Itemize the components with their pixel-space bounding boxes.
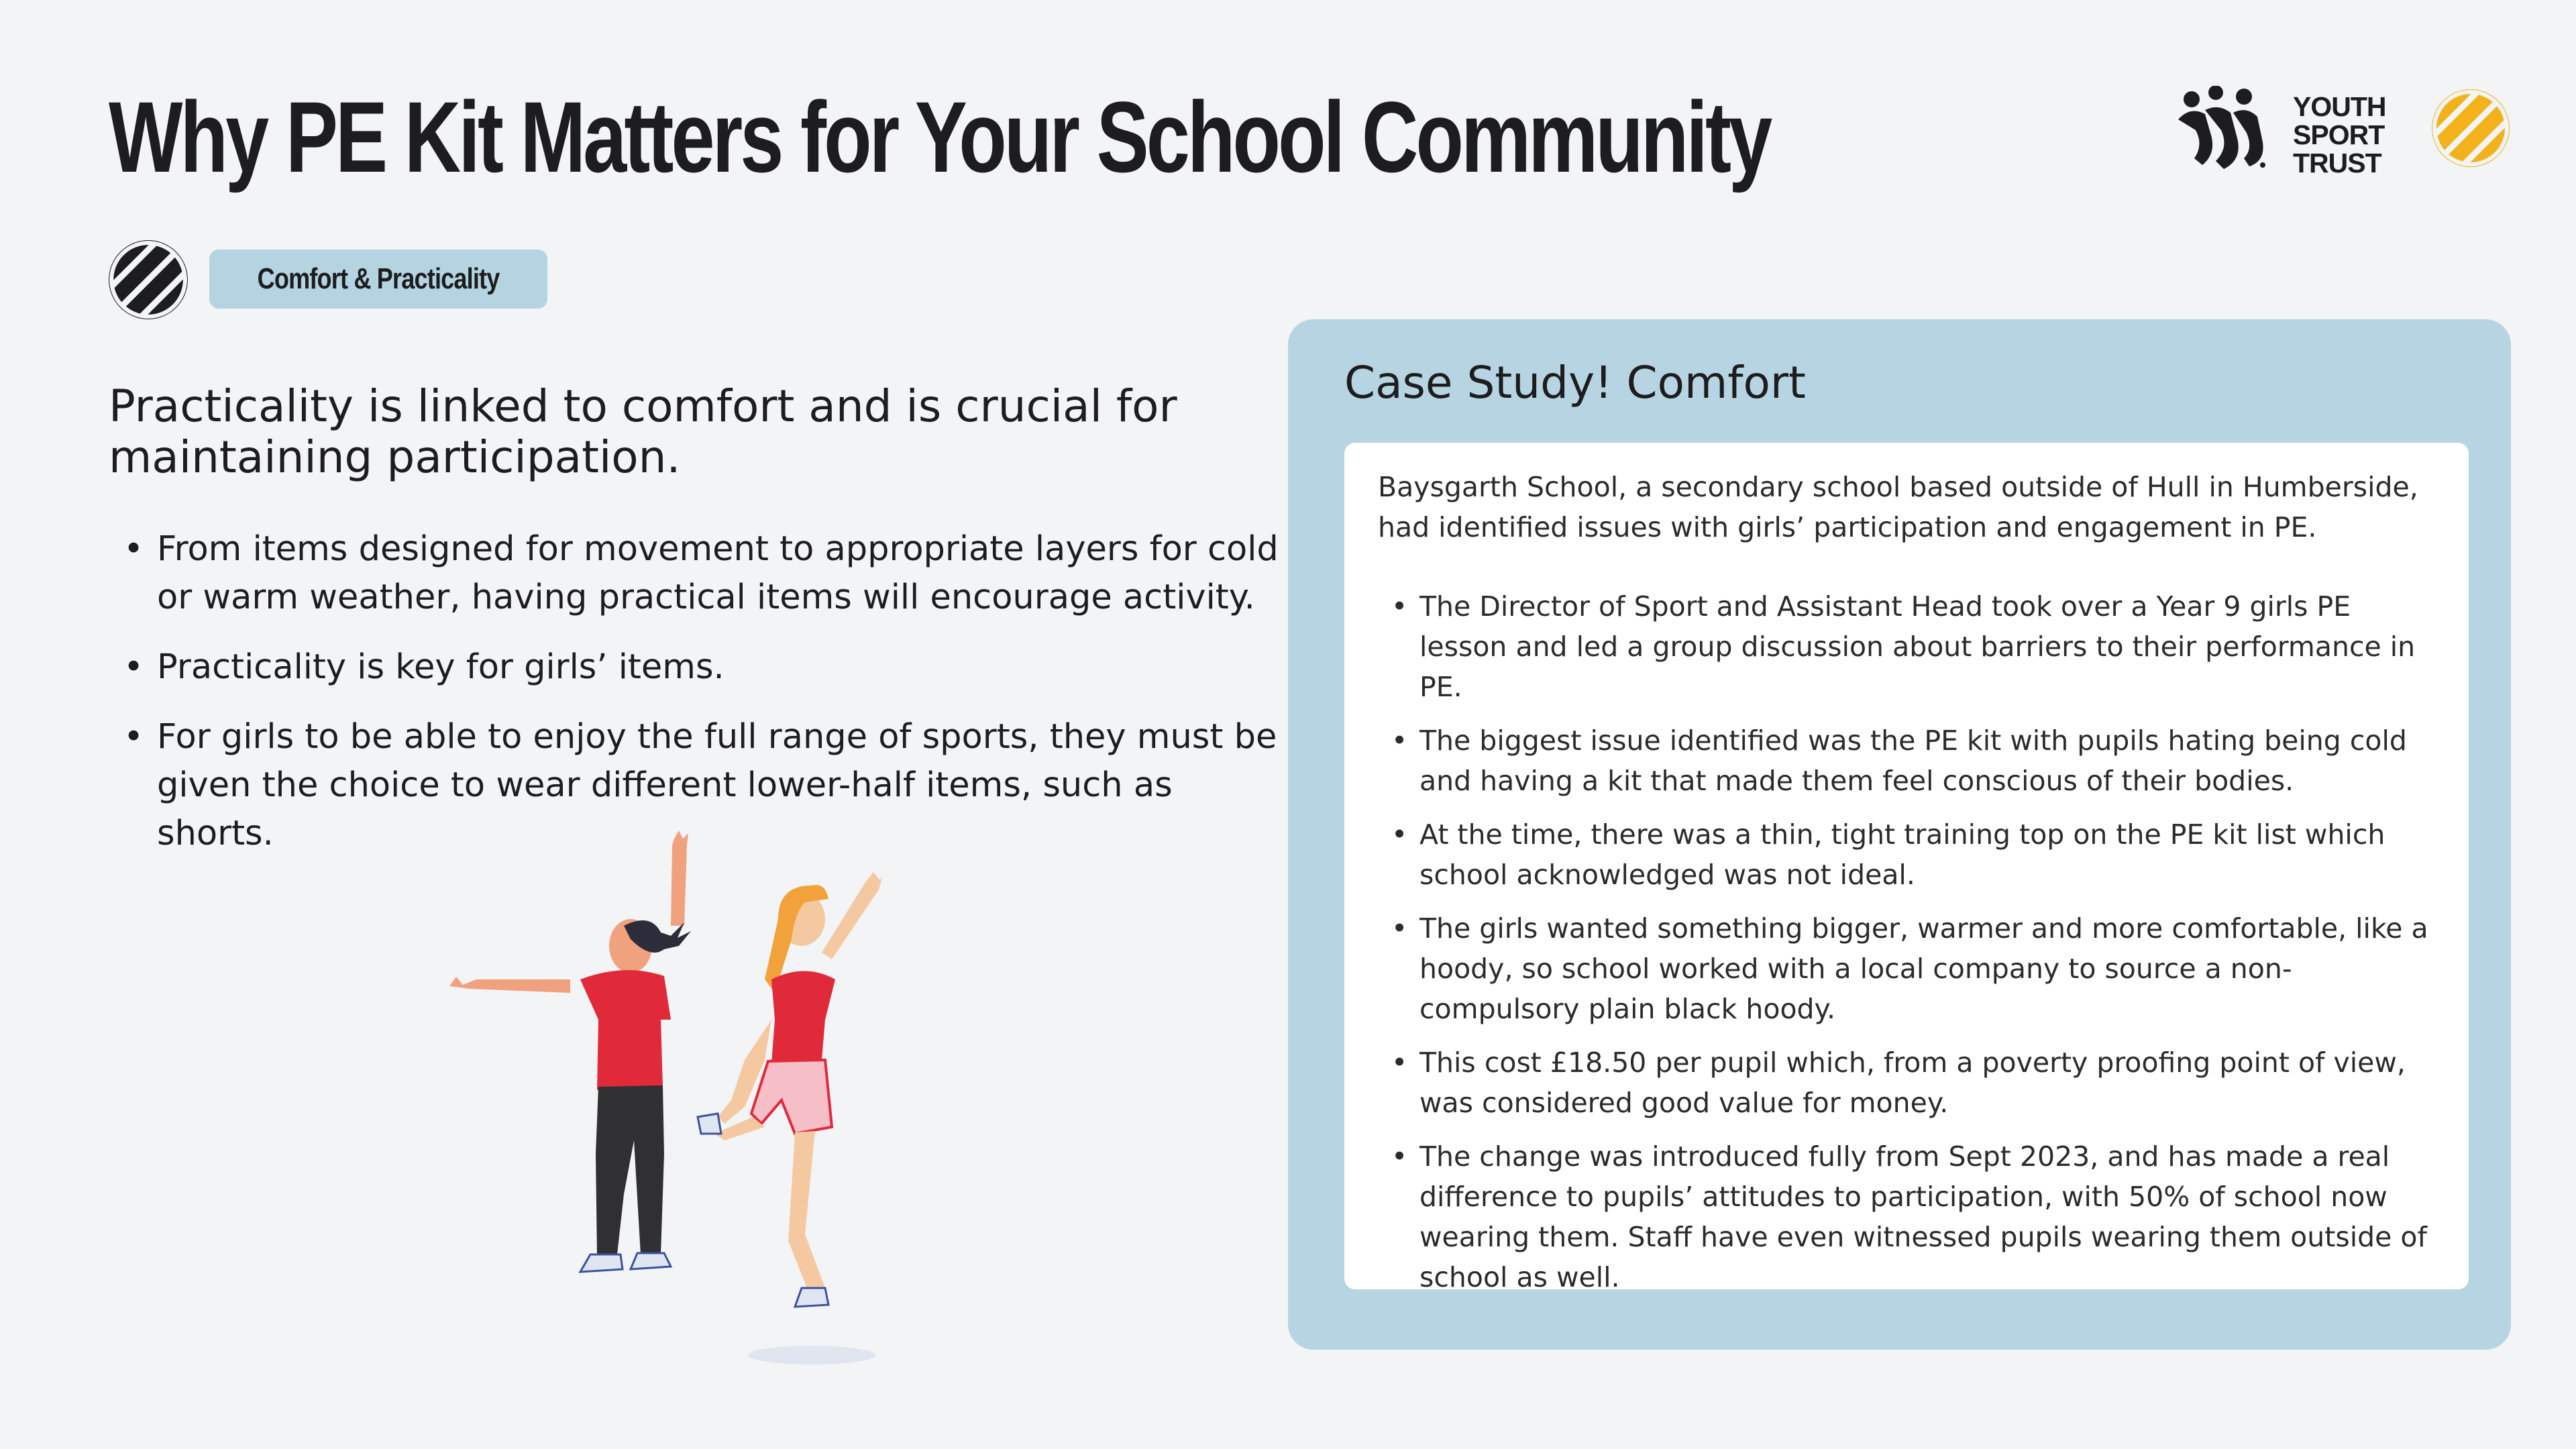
lead-statement: Practicality is linked to comfort and is crucial for maintaining participation. — [109, 380, 1177, 483]
right-girl-figure — [698, 872, 883, 1307]
case-study-list — [1378, 586, 2435, 1297]
list-item: • For girls to be able to enjoy the full range of sports, they must be given the choice to wear different lower-half items, such as shorts. — [109, 713, 1289, 858]
list-item: • The change was introduced fully from Sept 2023, and has made a real difference to pupils’ attitudes to participation, with 50% of school now wearing them. Staff have even witnessed pupils wearing them outside of school as well. — [1378, 1136, 2435, 1297]
case-study-intro: Baysgarth School, a secondary school based outside of Hull in Humberside, had identified issues with girls’ participation and engagement in PE. — [1378, 471, 2418, 543]
list-item: • At the time, there was a thin, tight training top on the PE kit list which school acknowledged was not ideal. — [1378, 814, 2435, 895]
list-item: • Practicality is key for girls’ items. — [109, 643, 1289, 692]
youth-sport-trust-wordmark: YOUTH SPORT TRUST — [2293, 91, 2386, 178]
list-item: • From items designed for movement to appropriate layers for cold or warm weather, having practical items will encourage activity. — [109, 525, 1289, 622]
left-girl-figure — [449, 830, 691, 1272]
list-item: • This cost £18.50 per pupil which, from a poverty proofing point of view, was considered good value for money. — [1378, 1042, 2435, 1123]
list-item: • The girls wanted something bigger, warmer and more comfortable, like a hoody, so school worked with a local company to source a non-compulsory plain black hoody. — [1378, 908, 2435, 1029]
girls-dancing-illustration — [429, 818, 1100, 1389]
page-title: Why PE Kit Matters for Your School Community — [109, 80, 1770, 193]
case-study-title: Case Study! Comfort — [1344, 357, 1806, 409]
list-item: • The Director of Sport and Assistant Head took over a Year 9 girls PE lesson and led a group discussion about barriers to their performance in PE. — [1378, 586, 2435, 707]
category-tag — [209, 250, 547, 309]
case-study-card — [1344, 443, 2469, 1293]
striped-circle-icon — [2430, 88, 2511, 168]
case-study-panel — [1288, 319, 2511, 1350]
list-item: • The biggest issue identified was the PE kit with pupils hating being cold and having a kit that made them feel conscious of their bodies. — [1378, 720, 2435, 801]
category-striped-circle-icon — [107, 239, 189, 321]
category-tag-label: Comfort & Practicality — [257, 262, 500, 295]
